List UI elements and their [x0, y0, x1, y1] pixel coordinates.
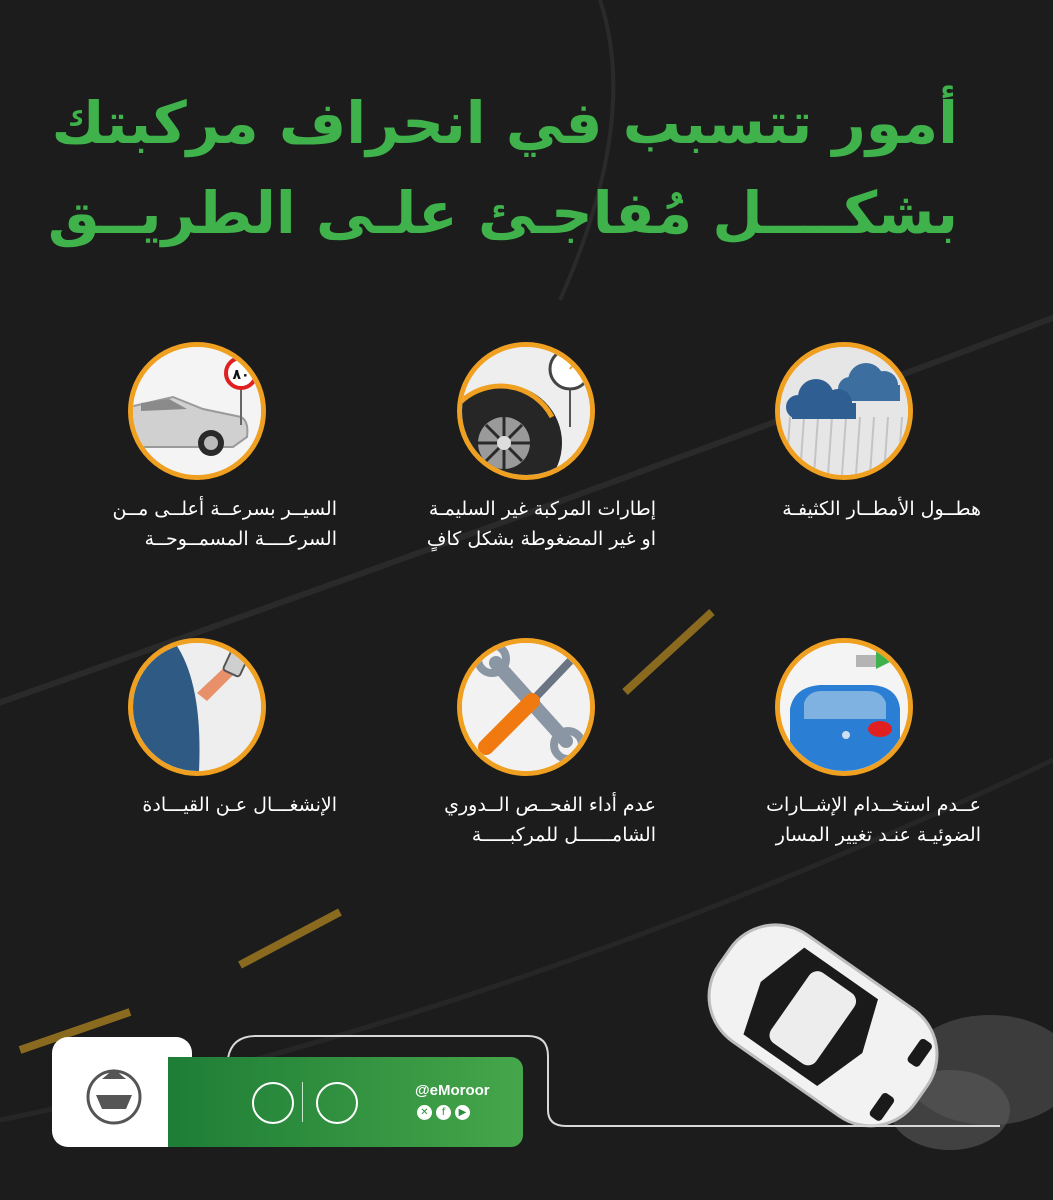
cause-distraction: [128, 638, 268, 778]
x-icon[interactable]: ✕: [417, 1105, 432, 1120]
caption-tires: [427, 494, 656, 554]
tools-icon: [457, 638, 595, 776]
caption-line: الإنشغـــال عـن القيـــادة: [142, 794, 337, 816]
cause-speeding: [128, 342, 268, 482]
title-line-1: أمور تتسبب في انحراف مركبتك: [51, 89, 958, 157]
rain-clouds-icon: [775, 342, 913, 480]
facebook-icon[interactable]: f: [436, 1105, 451, 1120]
caption-line: السرعــــة المسمــوحــة: [144, 528, 337, 550]
caption-line: او غير المضغوطة بشكل كافٍ: [426, 528, 656, 550]
drifting-car-image: [640, 880, 970, 1170]
cause-heavy-rain: [775, 342, 915, 482]
cause-no-inspection: [457, 638, 597, 778]
tire-pressure-icon: [457, 342, 595, 480]
caption-line: عــدم استخــدام الإشــارات: [766, 794, 981, 816]
caption-line: الشامــــــل للمركبـــــة: [471, 824, 656, 846]
youtube-icon[interactable]: ▶: [455, 1105, 470, 1120]
caption-distraction: [142, 790, 337, 820]
speeding-car-icon: [128, 342, 266, 480]
caption-line: عدم أداء الفحــص الــدوري: [444, 794, 656, 816]
phone-distraction-icon: [128, 638, 266, 776]
caption-heavy-rain: [782, 494, 981, 524]
cause-no-signals: [775, 638, 915, 778]
caption-line: السيــر بسرعــة أعلــى مــن: [112, 498, 337, 520]
speed-limit-sign: ٨٠: [232, 367, 250, 383]
cause-tires: [457, 342, 597, 482]
caption-no-inspection: [444, 790, 656, 850]
title-line-2: بشكــــل مُفاجـئ علـى الطريــق: [47, 179, 958, 247]
footer-divider: [302, 1082, 303, 1122]
ministry-interior-emblem: [252, 1082, 294, 1124]
caption-line: الضوئيـة عنـد تغيير المسار: [775, 824, 981, 846]
caption-no-signals: [766, 790, 981, 850]
caption-speeding: [112, 494, 337, 554]
caption-line: هطــول الأمطــار الكثيفـة: [782, 498, 981, 520]
saudi-emblem: [316, 1082, 358, 1124]
caption-line: إطارات المركبة غير السليمـة: [428, 498, 656, 520]
car-signal-icon: [775, 638, 913, 776]
social-handle[interactable]: @eMoroor: [415, 1082, 490, 1099]
